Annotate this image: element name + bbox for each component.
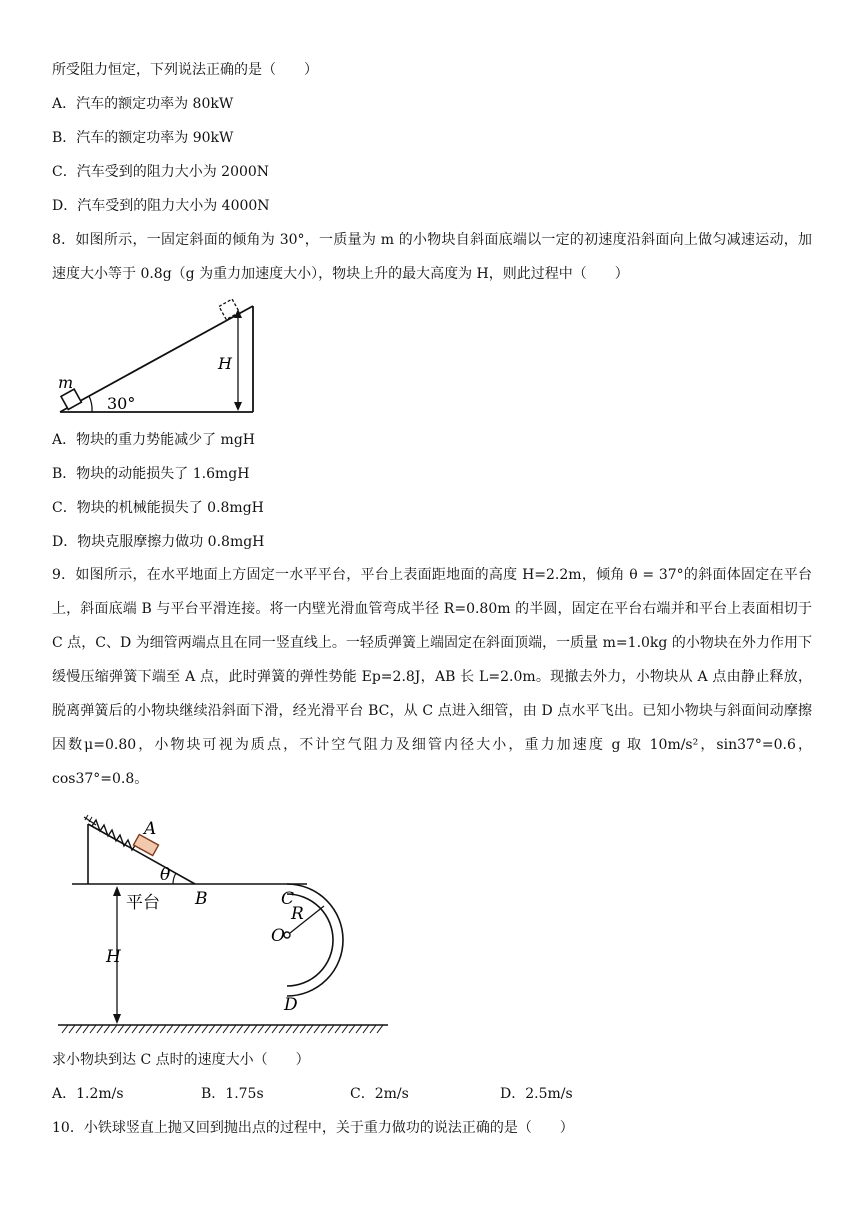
q10-stem: 10．小铁球竖直上抛又回到抛出点的过程中，关于重力做功的说法正确的是（ ）: [52, 1120, 574, 1136]
q7-stem-tail: 所受阻力恒定，下列说法正确的是（ ）: [52, 62, 318, 78]
label-30deg: 30°: [107, 394, 136, 413]
label-m: m: [58, 373, 74, 392]
q9-option-c: C．2m/s: [350, 1086, 409, 1102]
q8-incline-figure: [52, 296, 267, 421]
label-H: H: [218, 354, 232, 373]
q9-option-d: D．2.5m/s: [500, 1086, 573, 1102]
ground-hatch: [62, 1025, 383, 1033]
half-pipe-outer: [287, 884, 343, 996]
q8-option-d: D．物块克服摩擦力做功 0.8mgH: [52, 534, 265, 550]
label-platform: 平台: [126, 893, 160, 913]
q7-option-c: C．汽车受到的阻力大小为 2000N: [52, 164, 270, 180]
label-a: A: [144, 819, 157, 839]
q9-platform-figure: [52, 800, 397, 1035]
q9-question: 求小物块到达 C 点时的速度大小（ ）: [52, 1052, 310, 1068]
label-r: R: [291, 904, 304, 924]
height-arrow-down: [234, 402, 242, 411]
height-arrow-up: [113, 886, 121, 896]
label-c: C: [281, 889, 295, 909]
q8-option-c: C．物块的机械能损失了 0.8mgH: [52, 500, 264, 516]
q8-option-b: B．物块的动能损失了 1.6mgH: [52, 466, 250, 482]
label-theta: θ: [160, 865, 171, 885]
theta-arc: [173, 873, 176, 884]
label-d: D: [284, 995, 298, 1015]
label-h: H: [106, 947, 121, 967]
angle-arc: [89, 396, 92, 412]
q9-option-a: A．1.2m/s: [52, 1086, 124, 1102]
q7-option-a: A．汽车的额定功率为 80kW: [52, 96, 234, 112]
q9-stem: 9．如图所示，在水平地面上方固定一水平平台，平台上表面距地面的高度 H=2.2m，倾角 θ = 37°的斜面体固定在平台上，斜面底端 B 与平台平滑连接。将一内壁光滑血管弯成半径 R=0.80m 的半圆，固定在平台右端并和平台上表面相切于 C 点，C、D 为细管两端点且在同一竖直线上。一轻质弹簧上端固定在斜面顶端，一质量 m=1.0kg 的小物块在外力作用下缓慢压缩弹簧下端至 A 点，此时弹簧的弹性势能 Ep=2.8J，AB 长 L=2.0m。现撤去外力，小物块从 A 点由静止释放，脱离弹簧后的小物块继续沿斜面下滑，经光滑平台 BC，从 C 点进入细管，由 D 点水平飞出。已知小物块与斜面间动摩擦因数μ=0.80，小物块可视为质点，不计空气阻力及细管内径大小，重力加速度 g 取 10m/s²，sin37°=0.6，cos37°=0.8。: [52, 567, 812, 787]
spring: [92, 820, 140, 850]
q7-option-d: D．汽车受到的阻力大小为 4000N: [52, 198, 270, 214]
block-bottom: [61, 389, 81, 409]
q7-option-b: B．汽车的额定功率为 90kW: [52, 130, 234, 146]
q8-stem: 8．如图所示，一固定斜面的倾角为 30°，一质量为 m 的小物块自斜面底端以一定的初速度沿斜面向上做匀减速运动，加速度大小等于 0.8g（g 为重力加速度大小），物块上升的最大高度为 H，则此过程中（ ）: [52, 232, 812, 282]
q8-option-a: A．物块的重力势能减少了 mgH: [52, 432, 256, 448]
incline-slope: [88, 824, 195, 884]
height-arrow-down: [113, 1014, 121, 1024]
q9-option-b: B．1.75s: [201, 1086, 264, 1102]
label-o: O: [271, 926, 285, 946]
q9-options: [52, 1084, 812, 1104]
label-b: B: [195, 889, 208, 909]
